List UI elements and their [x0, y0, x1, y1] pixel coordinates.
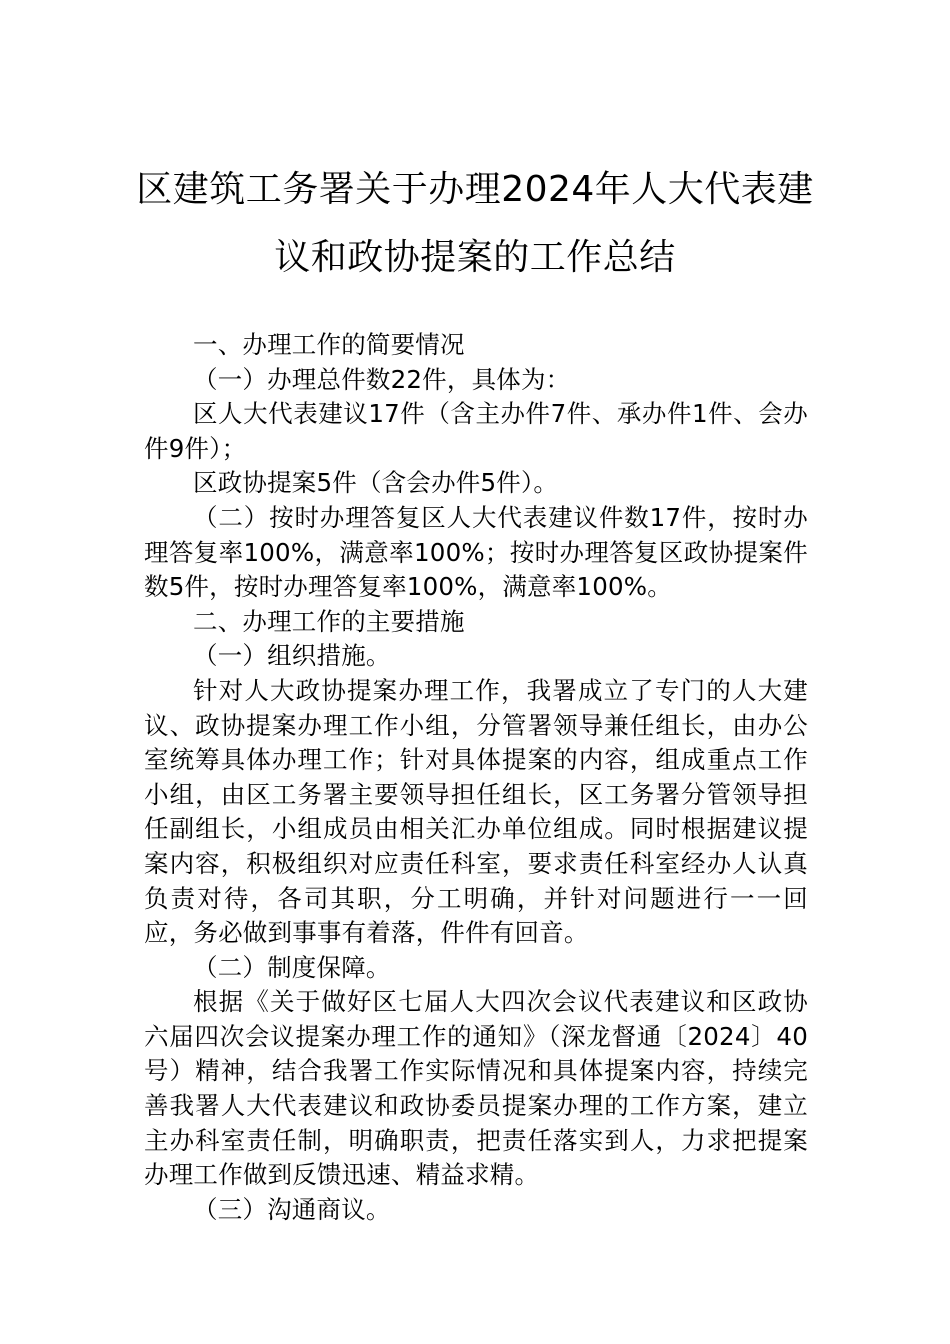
subsection-heading-2-3: （三）沟通商议。	[193, 1194, 391, 1224]
document-body	[144, 328, 808, 1227]
subsection-heading-1-1: （一）办理总件数22件，具体为：	[193, 364, 571, 394]
paragraph-npc-suggestions: 区人大代表建议17件（含主办件7件、承办件1件、会办件9件）；	[144, 399, 808, 463]
subsection-heading-1-2: （二）按时办理答复区人大代表建议件数17件，按时办理答复率100%，满意率100%；按时办理答复区政协提案件数5件，按时办理答复率100%，满意率100%。	[144, 502, 808, 602]
paragraph-organization-measures: 针对人大政协提案办理工作，我署成立了专门的人大建议、政协提案办理工作小组，分管署领导兼任组长，由办公室统筹具体办理工作；针对具体提案的内容，组成重点工作小组，由区工务署主要领导担任组长，区工务署分管领导担任副组长，小组成员由相关汇办单位组成。同时根据建议提案内容，积极组织对应责任科室，要求责任科室经办人认真负责对待，各司其职，分工明确，并针对问题进行一一回应，务必做到事事有着落，件件有回音。	[144, 675, 808, 948]
section-heading-1: 一、办理工作的简要情况	[193, 330, 465, 359]
document-title-line-1: 区建筑工务署关于办理2024年人大代表建	[136, 169, 814, 210]
document-title-line-2: 议和政协提案的工作总结	[274, 237, 676, 278]
subsection-heading-2-1: （一）组织措施。	[193, 641, 391, 671]
paragraph-cppcc-proposals: 区政协提案5件（含会办件5件）。	[193, 468, 559, 498]
subsection-heading-2-2: （二）制度保障。	[193, 952, 391, 982]
section-heading-2: 二、办理工作的主要措施	[193, 606, 465, 636]
paragraph-system-guarantee: 根据《关于做好区七届人大四次会议代表建议和区政协六届四次会议提案办理工作的通知》（深龙督通〔2024〕40号）精神，结合我署工作实际情况和具体提案内容，持续完善我署人大代表建议和政协委员提案办理的工作方案，建立主办科室责任制，明确职责，把责任落实到人，力求把提案办理工作做到反馈迅速、精益求精。	[144, 987, 808, 1190]
